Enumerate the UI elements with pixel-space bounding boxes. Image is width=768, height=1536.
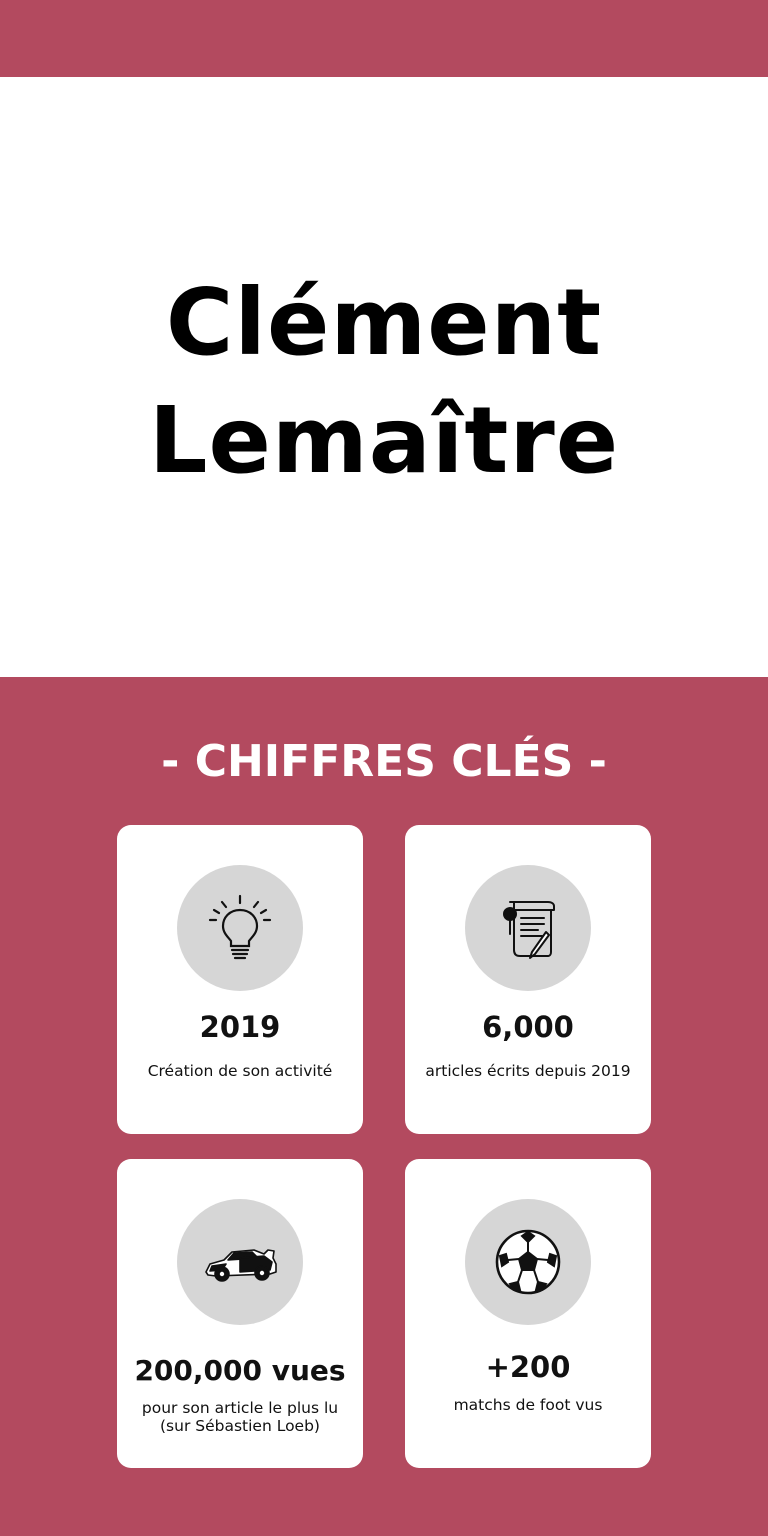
icon-badge <box>465 1199 591 1325</box>
lightbulb-icon <box>200 888 280 968</box>
hero-section <box>0 77 768 677</box>
soccer-ball-icon <box>488 1222 568 1302</box>
stat-caption: articles écrits depuis 2019 <box>425 1062 631 1080</box>
icon-badge <box>177 1199 303 1325</box>
stat-value: 6,000 <box>482 1010 574 1044</box>
icon-badge <box>465 865 591 991</box>
stat-card-matches <box>405 1159 651 1468</box>
icon-badge <box>177 865 303 991</box>
top-color-band <box>0 0 768 77</box>
stat-card-articles <box>405 825 651 1134</box>
stat-value: +200 <box>485 1350 571 1384</box>
key-figures-section <box>0 677 768 1536</box>
person-first-name: Clément <box>165 269 603 376</box>
stat-card-founded <box>117 825 363 1134</box>
stat-value: 2019 <box>199 1010 281 1044</box>
stat-value: 200,000 vues <box>134 1354 346 1387</box>
stat-caption: Création de son activité <box>147 1062 333 1080</box>
person-last-name: Lemaître <box>148 387 620 494</box>
stat-caption: pour son article le plus lu (sur Sébastien Loeb) <box>141 1399 339 1435</box>
stat-caption: matchs de foot vus <box>453 1396 603 1414</box>
rally-car-icon <box>200 1222 280 1302</box>
stat-card-views <box>117 1159 363 1468</box>
article-microphone-icon <box>488 888 568 968</box>
section-title: - CHIFFRES CLÉS - <box>161 736 607 787</box>
